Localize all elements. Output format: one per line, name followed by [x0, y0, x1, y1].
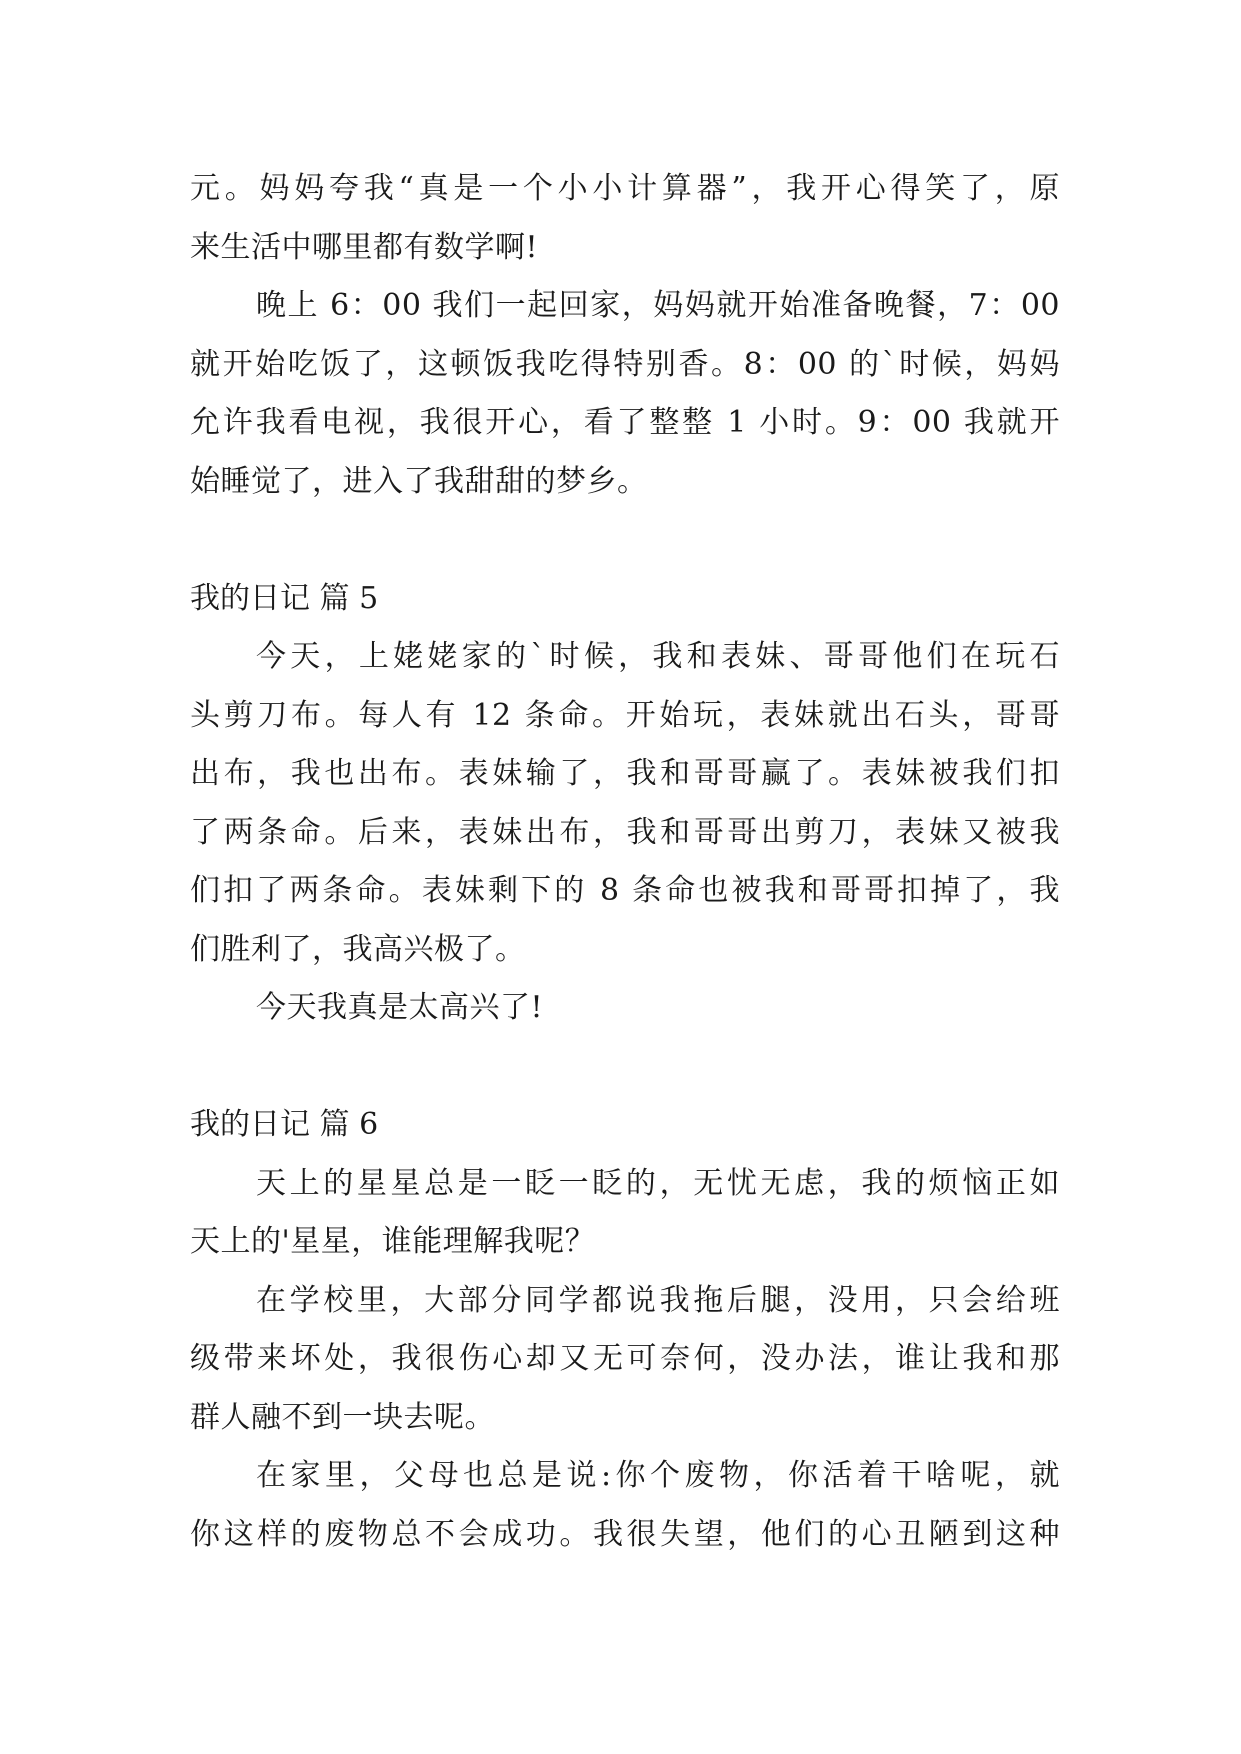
text-line: 今天我真是太高兴了! — [256, 990, 544, 1025]
section-entry-5 — [190, 570, 1060, 1038]
section-gap — [190, 1038, 1060, 1097]
document-body — [190, 160, 1060, 1564]
text-line: 们扣了两条命。表妹剩下的 8 条命也被我和哥哥扣掉了，我 — [190, 873, 1060, 908]
text-line: 始睡觉了，进入了我甜甜的梦乡。 — [190, 463, 648, 499]
text-line: 来生活中哪里都有数学啊! — [190, 229, 539, 265]
text-line: 晚上 6：00 我们一起回家，妈妈就开始准备晚餐，7：00 — [256, 288, 1060, 323]
text-line: 了两条命。后来，表妹出布，我和哥哥出剪刀，表妹又被我 — [190, 814, 1060, 850]
entry-heading: 我的日记 篇 6 — [190, 1107, 379, 1142]
paragraph-2 — [190, 979, 1060, 1038]
paragraph-3 — [190, 1447, 1060, 1564]
paragraph-1 — [190, 628, 1060, 979]
text-line: 级带来坏处，我很伤心却又无可奈何，没办法，谁让我和那 — [190, 1341, 1060, 1376]
text-line: 们胜利了，我高兴极了。 — [190, 931, 526, 967]
text-line: 群人融不到一块去呢。 — [190, 1399, 495, 1435]
text-line: 出布，我也出布。表妹输了，我和哥哥赢了。表妹被我们扣 — [190, 756, 1060, 791]
text-line: 天上的'星星，谁能理解我呢？ — [190, 1224, 596, 1259]
paragraph-1 — [190, 160, 1060, 277]
entry-heading: 我的日记 篇 5 — [190, 580, 379, 616]
text-line: 在学校里，大部分同学都说我拖后腿，没用，只会给班 — [256, 1282, 1060, 1318]
text-line: 头剪刀布。每人有 12 条命。开始玩，表妹就出石头，哥哥 — [190, 697, 1060, 733]
text-line: 在家里，父母也总是说:你个废物，你活着干啥呢，就 — [256, 1458, 1060, 1493]
text-line: 元。妈妈夸我“真是一个小小计算器”，我开心得笑了，原 — [190, 171, 1060, 206]
text-line: 今天，上姥姥家的`时候，我和表妹、哥哥他们在玩石 — [256, 639, 1060, 674]
text-line: 你这样的废物总不会成功。我很失望，他们的心丑陋到这种 — [190, 1516, 1060, 1552]
text-line: 就开始吃饭了，这顿饭我吃得特别香。8：00 的`时候，妈妈 — [190, 346, 1060, 382]
paragraph-2 — [190, 1272, 1060, 1448]
section-entry-6 — [190, 1096, 1060, 1564]
section-gap — [190, 511, 1060, 570]
paragraph-1 — [190, 1155, 1060, 1272]
text-line: 天上的星星总是一眨一眨的，无忧无虑，我的烦恼正如 — [256, 1165, 1060, 1201]
text-line: 允许我看电视，我很开心，看了整整 1 小时。9：00 我就开 — [190, 405, 1060, 440]
section-continuation — [190, 160, 1060, 511]
paragraph-2 — [190, 277, 1060, 511]
